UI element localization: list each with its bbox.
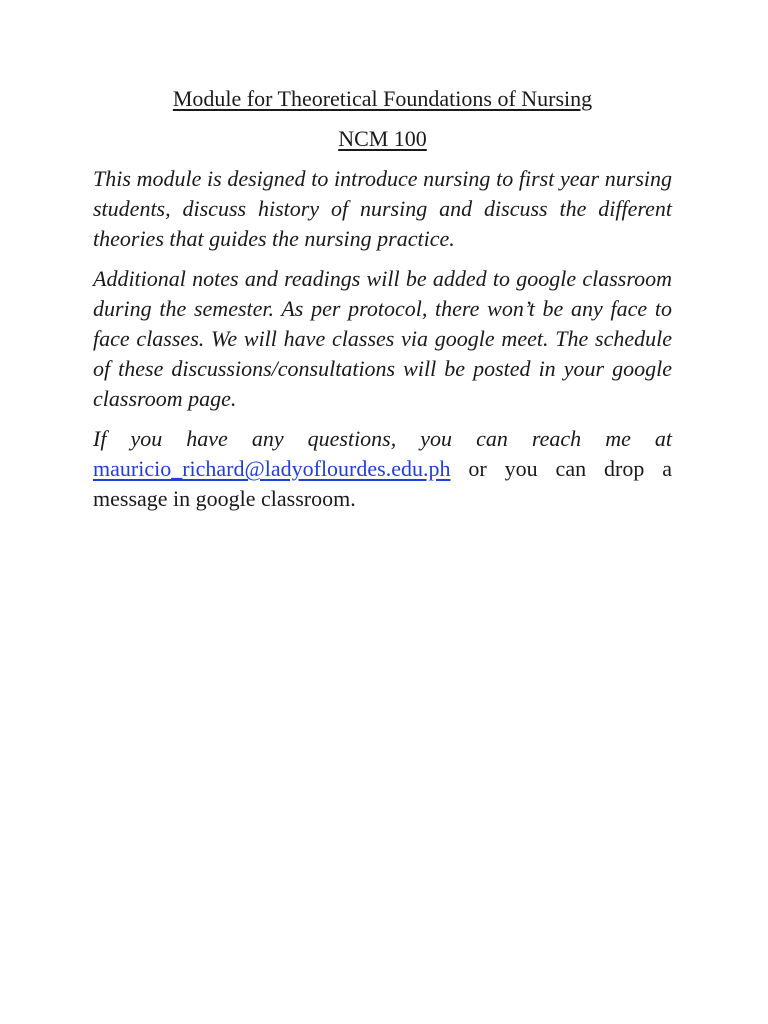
intro-paragraph: This module is designed to introduce nursing to first year nursing students, discuss history of nursing and discuss the different theories that guides the nursing practice. [93,166,672,251]
contact-outro: or you can drop a message in google classroom. [93,456,672,511]
email-link[interactable]: mauricio_richard@ladyoflourdes.edu.ph [93,456,451,481]
document-page [93,84,672,514]
document-title: Module for Theoretical Foundations of Nursing [172,86,593,111]
contact-intro: If you have any questions, you can reach me at [93,426,672,451]
course-code: NCM 100 [338,126,427,151]
contact-paragraph [93,424,672,514]
notes-paragraph: Additional notes and readings will be added to google classroom during the semester. As per protocol, there won’t be any face to face classes. We will have classes via google meet. The schedule of these discussions/consultations will be posted in your google classroom page. [93,266,672,411]
